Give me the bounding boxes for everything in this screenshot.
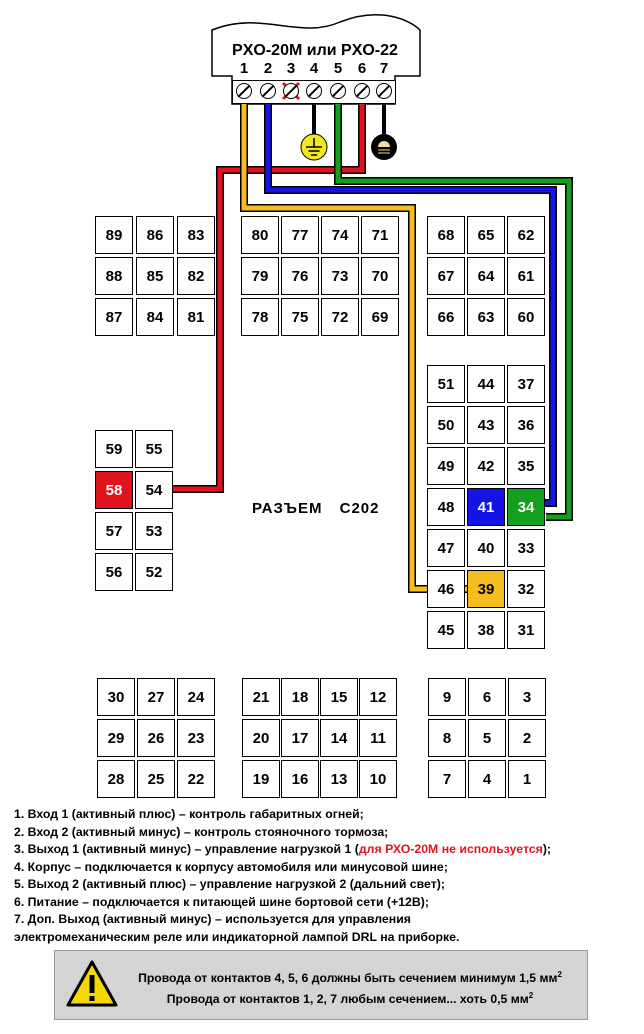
connector-pin: 11 xyxy=(359,719,397,757)
module-pin-label: 5 xyxy=(333,60,343,77)
connector-pin: 88 xyxy=(95,257,133,295)
connector-pin: 16 xyxy=(281,760,319,798)
note-1: 1. Вход 1 (активный плюс) – контроль габаритных огней; xyxy=(14,807,364,821)
connector-pin: 71 xyxy=(361,216,399,254)
connector-pin: 32 xyxy=(507,570,545,608)
connector-pin: 4 xyxy=(468,760,506,798)
connector-pin: 15 xyxy=(320,678,358,716)
connector-pin: 28 xyxy=(97,760,135,798)
connector-pin: 8 xyxy=(428,719,466,757)
module-title: PXO-20M или PXO-22 xyxy=(232,42,398,59)
connector-pin: 76 xyxy=(281,257,319,295)
connector-pin: 78 xyxy=(241,298,279,336)
connector-label: РАЗЪЕМ С202 xyxy=(252,500,380,517)
connector-pin: 23 xyxy=(177,719,215,757)
terminal-screw-icon xyxy=(236,83,252,99)
connector-pin: 13 xyxy=(320,760,358,798)
connector-pin: 36 xyxy=(507,406,545,444)
connector-pin: 65 xyxy=(467,216,505,254)
note-4: 4. Корпус – подключается к корпусу автомобиля или минусовой шине; xyxy=(14,859,448,874)
note-3-start: 3. Выход 1 (активный минус) – управление нагрузкой 1 ( xyxy=(14,842,359,856)
connector-pin: 40 xyxy=(467,529,505,567)
module-pin-label: 7 xyxy=(379,60,389,77)
connector-pin: 21 xyxy=(242,678,280,716)
connector-pin: 52 xyxy=(135,553,173,591)
note-3-red: для РХО-20М не используется xyxy=(358,842,543,856)
connector-pin: 73 xyxy=(321,257,359,295)
connector-pin: 68 xyxy=(427,216,465,254)
connector-pin: 80 xyxy=(241,216,279,254)
connector-pin: 81 xyxy=(177,298,215,336)
connector-pin: 84 xyxy=(136,298,174,336)
connector-pin: 7 xyxy=(428,760,466,798)
connector-pin: 3 xyxy=(508,678,546,716)
connector-pin: 31 xyxy=(507,611,545,649)
connector-pin: 27 xyxy=(137,678,175,716)
terminal-screw-icon xyxy=(260,83,276,99)
module-pin-label: 6 xyxy=(357,60,367,77)
note-8: электромеханическим реле или индикаторной лампой DRL на приборке. xyxy=(14,929,460,944)
connector-pin: 77 xyxy=(281,216,319,254)
connector-pin: 50 xyxy=(427,406,465,444)
warning-icon xyxy=(65,959,119,1009)
connector-pin: 43 xyxy=(467,406,505,444)
connector-pin: 42 xyxy=(467,447,505,485)
connector-pin: 46 xyxy=(427,570,465,608)
module-pin-label: 4 xyxy=(309,60,319,77)
connector-pin: 59 xyxy=(95,430,133,468)
connector-pin: 67 xyxy=(427,257,465,295)
connector-pin: 62 xyxy=(507,216,545,254)
connector-pin-highlighted: 34 xyxy=(507,488,545,526)
connector-pin: 22 xyxy=(177,760,215,798)
connector-pin: 66 xyxy=(427,298,465,336)
connector-pin: 89 xyxy=(95,216,133,254)
connector-pin: 6 xyxy=(468,678,506,716)
connector-pin: 85 xyxy=(136,257,174,295)
connector-pin: 63 xyxy=(467,298,505,336)
module-pin-label: 1 xyxy=(239,60,249,77)
terminal-screw-icon xyxy=(376,83,392,99)
connector-pin: 20 xyxy=(242,719,280,757)
connector-pin: 44 xyxy=(467,365,505,403)
warning-box xyxy=(54,950,588,1020)
terminal-screw-icon xyxy=(306,83,322,99)
connector-pin: 25 xyxy=(137,760,175,798)
terminal-screw-icon xyxy=(354,83,370,99)
connector-pin-highlighted: 41 xyxy=(467,488,505,526)
connector-pin: 33 xyxy=(507,529,545,567)
connector-pin: 69 xyxy=(361,298,399,336)
connector-pin: 12 xyxy=(359,678,397,716)
warning-text xyxy=(125,966,575,1008)
warning-line-2-sup: 2 xyxy=(528,991,534,1001)
connector-pin: 74 xyxy=(321,216,359,254)
connector-pin: 2 xyxy=(508,719,546,757)
connector-pin: 55 xyxy=(135,430,173,468)
note-6: 6. Питание – подключается к питающей шине бортовой сети (+12В); xyxy=(14,894,429,909)
connector-pin: 86 xyxy=(136,216,174,254)
connector-pin: 29 xyxy=(97,719,135,757)
ground-lead xyxy=(301,104,327,160)
connector-pin: 17 xyxy=(281,719,319,757)
connector-pin: 54 xyxy=(135,471,173,509)
connector-pin-highlighted: 39 xyxy=(467,570,505,608)
note-3-end: ); xyxy=(542,842,552,856)
connector-pin: 70 xyxy=(361,257,399,295)
connector-pin: 24 xyxy=(177,678,215,716)
connector-pin: 83 xyxy=(177,216,215,254)
connector-pin: 51 xyxy=(427,365,465,403)
connector-pin: 37 xyxy=(507,365,545,403)
connector-pin: 48 xyxy=(427,488,465,526)
connector-pin: 57 xyxy=(95,512,133,550)
note-7: 7. Доп. Выход (активный минус) – используется для управления xyxy=(14,912,411,926)
connector-pin: 87 xyxy=(95,298,133,336)
connector-pin: 79 xyxy=(241,257,279,295)
pin-notes xyxy=(14,806,634,946)
warning-line-1-sup: 2 xyxy=(557,970,562,979)
connector-pin: 61 xyxy=(507,257,545,295)
connector-pin: 26 xyxy=(137,719,175,757)
connector-pin: 18 xyxy=(281,678,319,716)
connector-pin: 14 xyxy=(320,719,358,757)
connector-pin: 19 xyxy=(242,760,280,798)
connector-pin: 53 xyxy=(135,512,173,550)
connector-pin: 35 xyxy=(507,447,545,485)
connector-pin: 75 xyxy=(281,298,319,336)
connector-pin: 1 xyxy=(508,760,546,798)
warning-line-2: Провода от контактов 1, 2, 7 любым сечением... хоть 0,5 мм xyxy=(166,992,529,1007)
connector-pin: 45 xyxy=(427,611,465,649)
connector-pin-highlighted: 58 xyxy=(95,471,133,509)
connector-pin: 30 xyxy=(97,678,135,716)
connector-pin: 56 xyxy=(95,553,133,591)
terminal-screw-icon xyxy=(330,83,346,99)
module-pin-label: 3 xyxy=(286,60,296,77)
connector-pin: 9 xyxy=(428,678,466,716)
connector-pin: 10 xyxy=(359,760,397,798)
connector-pin: 38 xyxy=(467,611,505,649)
connector-pin: 82 xyxy=(177,257,215,295)
connector-pin: 5 xyxy=(468,719,506,757)
note-2: 2. Вход 2 (активный минус) – контроль стояночного тормоза; xyxy=(14,824,389,839)
warning-line-1: Провода от контактов 4, 5, 6 должны быть сечением минимум 1,5 мм xyxy=(138,971,558,986)
note-5: 5. Выход 2 (активный плюс) – управление нагрузкой 2 (дальний свет); xyxy=(14,877,445,891)
note-3 xyxy=(14,841,634,859)
connector-pin: 47 xyxy=(427,529,465,567)
connector-pin: 60 xyxy=(507,298,545,336)
connector-pin: 64 xyxy=(467,257,505,295)
connector-pin: 72 xyxy=(321,298,359,336)
lamp-lead xyxy=(371,104,397,160)
terminal-screw-icon xyxy=(283,83,299,99)
connector-pin: 49 xyxy=(427,447,465,485)
module-pin-label: 2 xyxy=(263,60,273,77)
